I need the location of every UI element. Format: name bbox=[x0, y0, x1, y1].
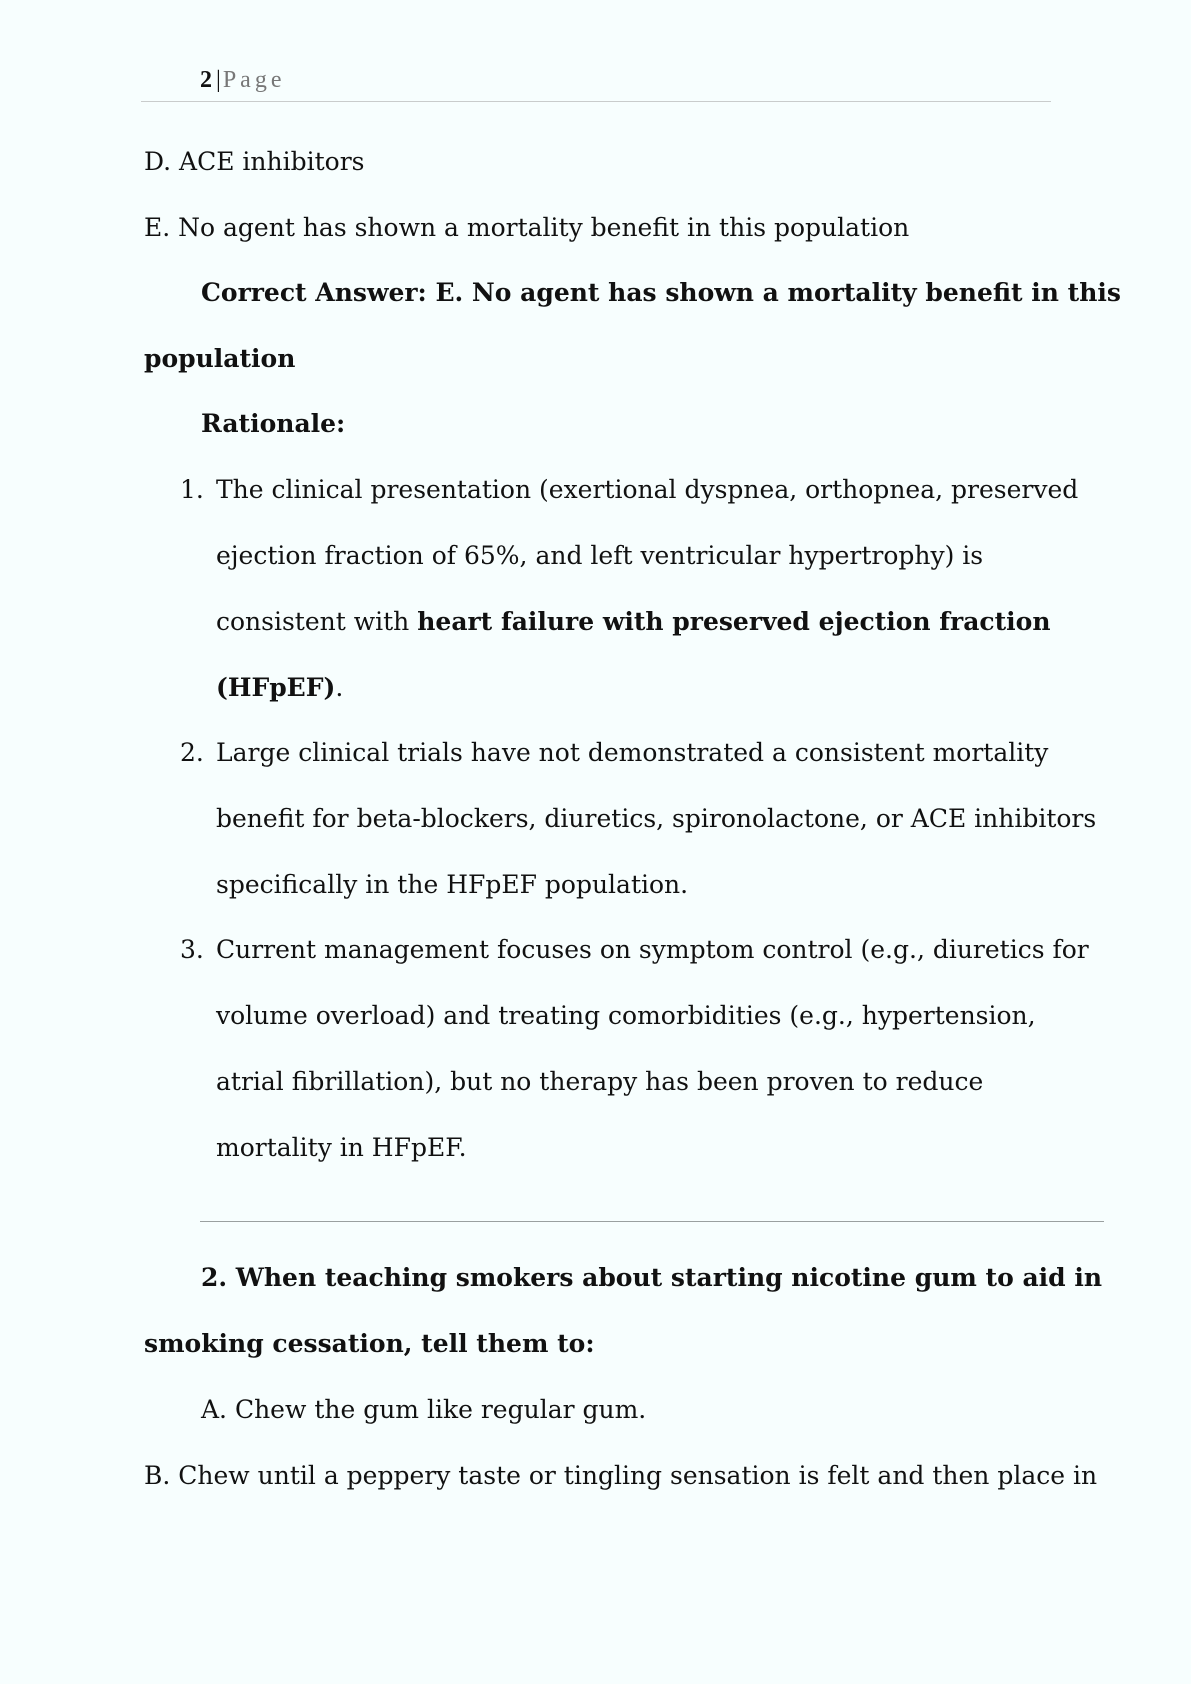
rationale-item-1-line4 bbox=[216, 675, 343, 700]
correct-answer-line1: Correct Answer: E. No agent has shown a mortality benefit in this bbox=[201, 278, 1121, 307]
rationale-item-2-line3: specifically in the HFpEF population. bbox=[216, 870, 689, 899]
question-2-line1: 2. When teaching smokers about starting nicotine gum to aid in bbox=[201, 1263, 1103, 1292]
rationale-item-2-line1: Large clinical trials have not demonstrated a consistent mortality bbox=[216, 738, 1049, 767]
hfpef-term: heart failure with preserved ejection fraction bbox=[417, 607, 1051, 636]
page-header bbox=[200, 68, 285, 92]
header-rule bbox=[141, 101, 1051, 102]
rationale-item-3-number: 3. bbox=[180, 935, 204, 964]
rationale-item-1-line3 bbox=[216, 609, 1051, 634]
rationale-item-3-line1: Current management focuses on symptom control (e.g., diuretics for bbox=[216, 935, 1089, 964]
rationale-item-1-period: . bbox=[335, 673, 344, 702]
rationale-item-2-number: 2. bbox=[180, 738, 204, 767]
rationale-item-1-line1: The clinical presentation (exertional dyspnea, orthopnea, preserved bbox=[216, 475, 1079, 504]
option-e: E. No agent has shown a mortality benefit in this population bbox=[144, 213, 910, 242]
rationale-item-1-number: 1. bbox=[180, 475, 204, 504]
rationale-item-3-line4: mortality in HFpEF. bbox=[216, 1133, 467, 1162]
correct-answer-line2: population bbox=[144, 344, 296, 373]
question-2-line2: smoking cessation, tell them to: bbox=[144, 1329, 595, 1358]
rationale-item-3-line2: volume overload) and treating comorbidities (e.g., hypertension, bbox=[216, 1001, 1036, 1030]
rationale-item-3-line3: atrial fibrillation), but no therapy has been proven to reduce bbox=[216, 1067, 984, 1096]
hfpef-abbrev: (HFpEF) bbox=[216, 673, 336, 702]
option-d: D. ACE inhibitors bbox=[144, 147, 365, 176]
rationale-item-1-line3-text: consistent with bbox=[216, 607, 418, 636]
question-2-option-b: B. Chew until a peppery taste or tingling sensation is felt and then place in bbox=[144, 1461, 1098, 1490]
question-2-option-a: A. Chew the gum like regular gum. bbox=[201, 1395, 647, 1424]
section-divider bbox=[200, 1221, 1104, 1222]
rationale-item-1-line2: ejection fraction of 65%, and left ventricular hypertrophy) is bbox=[216, 541, 984, 570]
rationale-heading: Rationale: bbox=[201, 409, 346, 438]
rationale-item-2-line2: benefit for beta-blockers, diuretics, spironolactone, or ACE inhibitors bbox=[216, 804, 1097, 833]
page-word: Page bbox=[222, 67, 286, 93]
page-separator: | bbox=[216, 67, 221, 93]
page-number: 2 bbox=[200, 67, 212, 93]
